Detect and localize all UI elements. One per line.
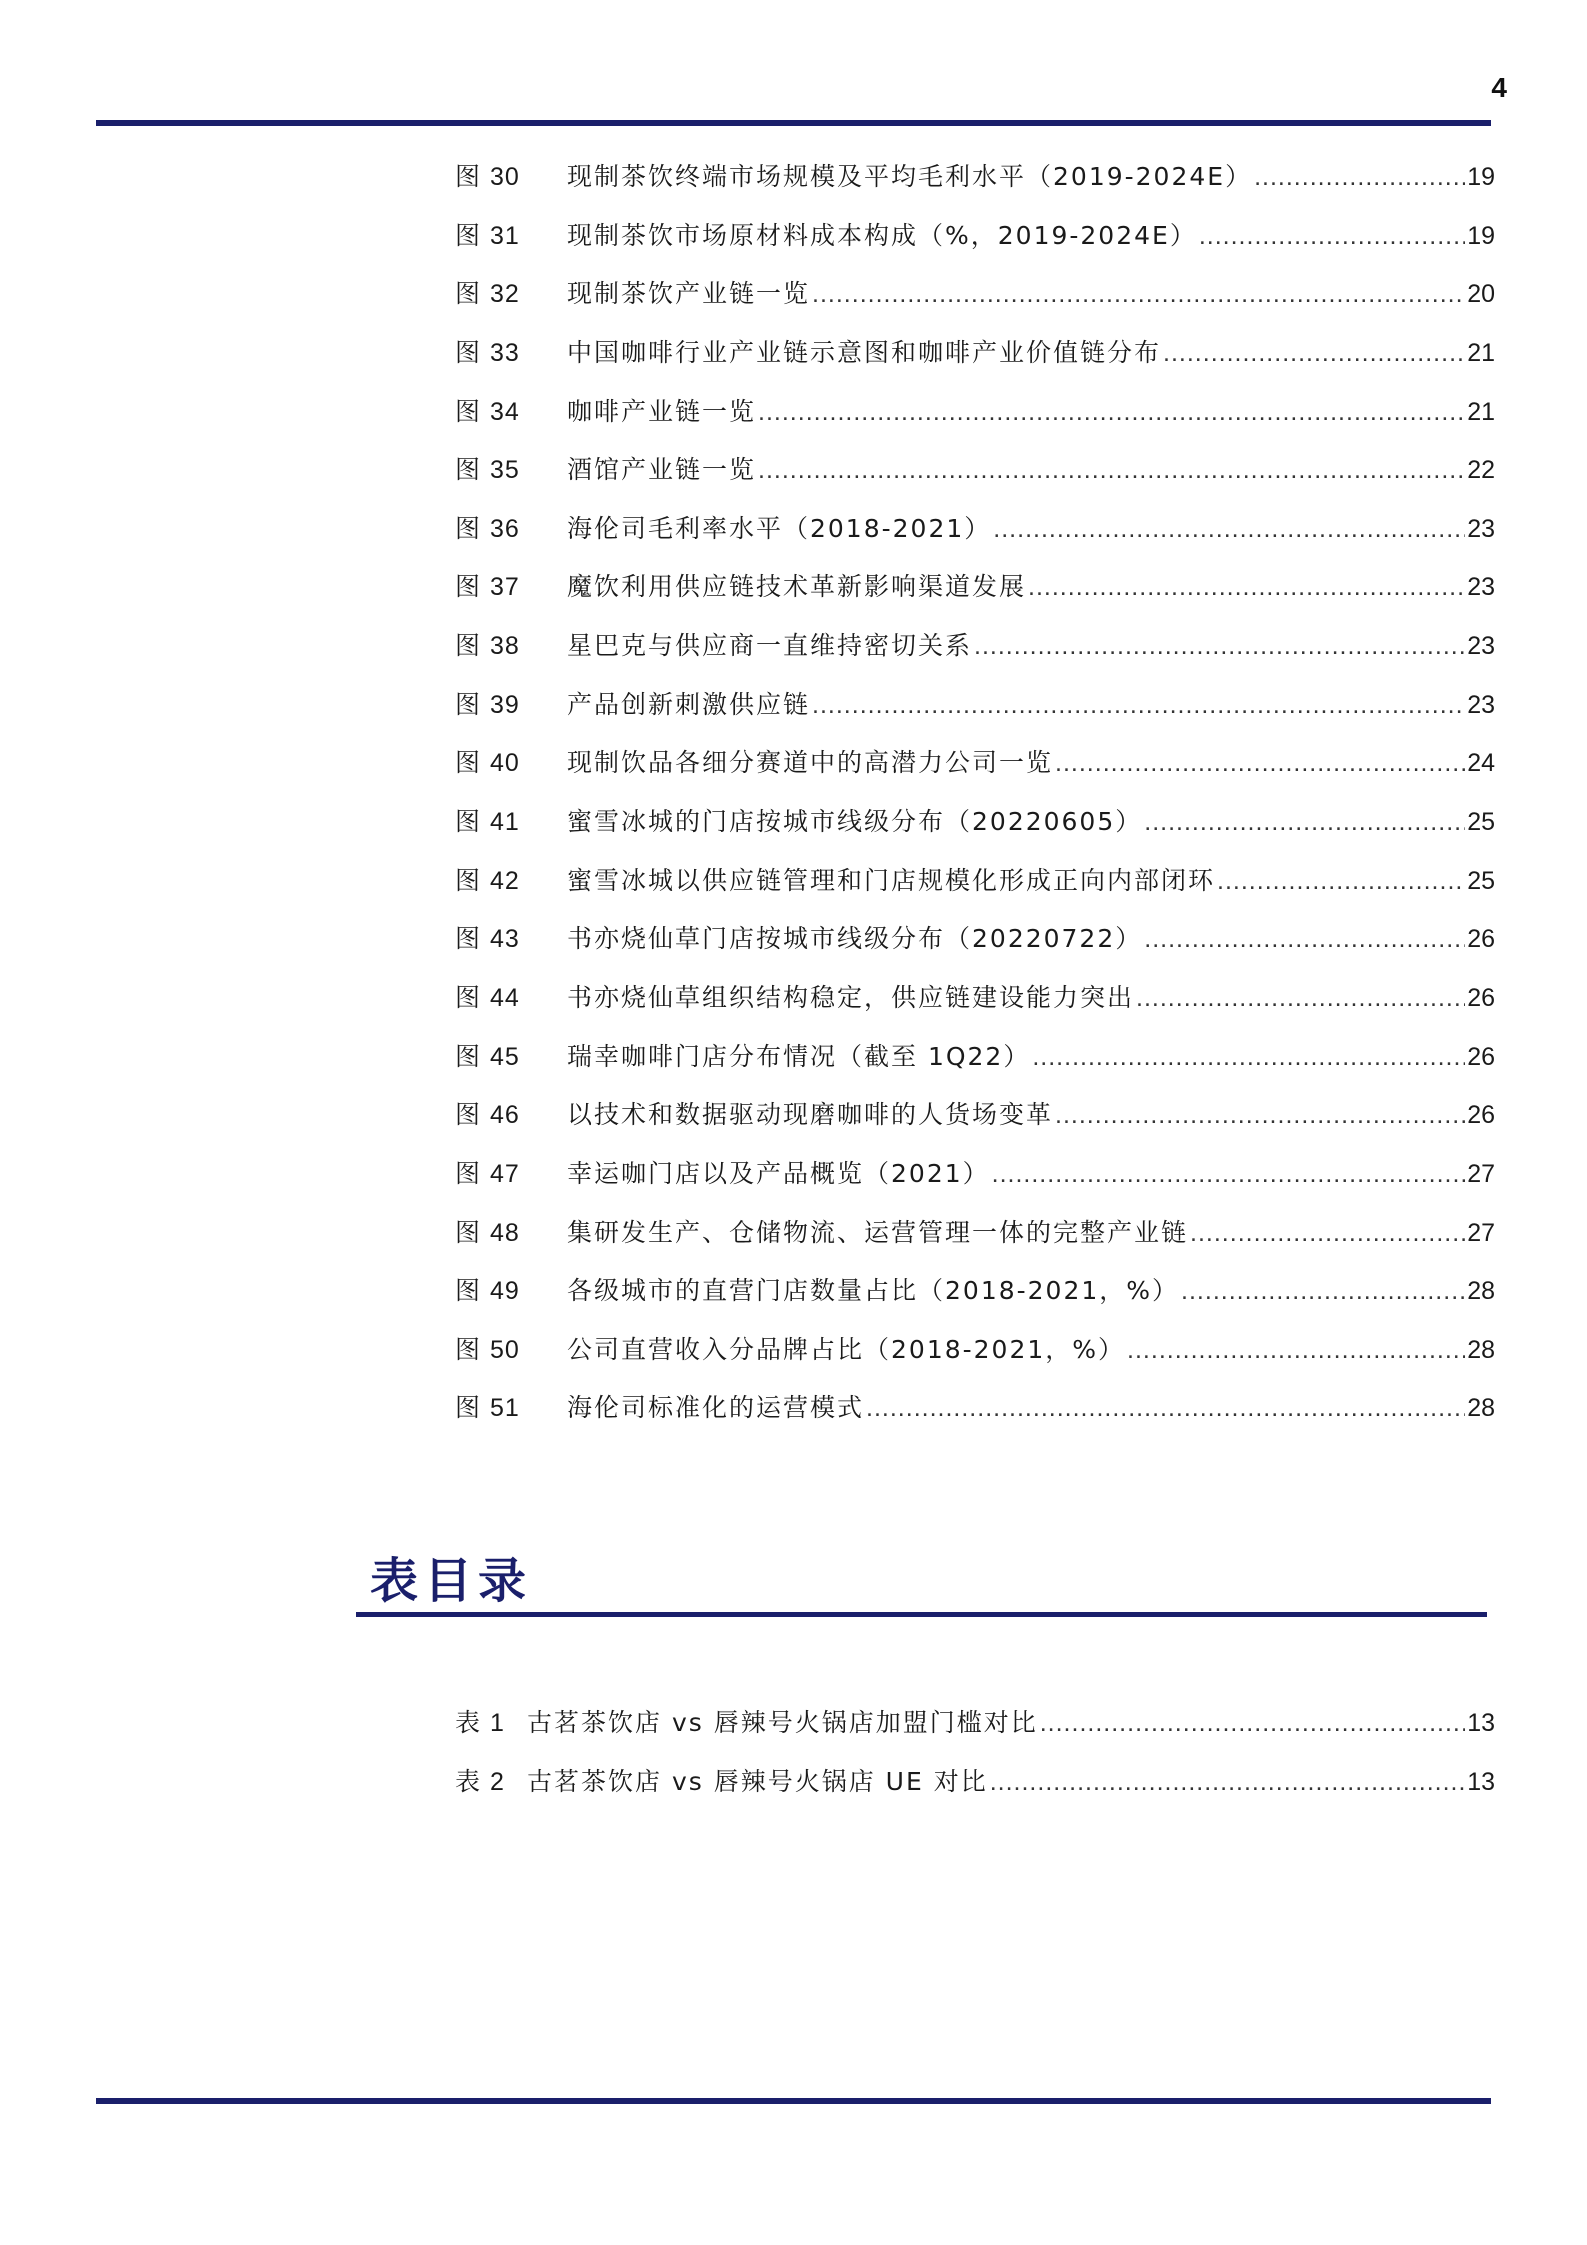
toc-entry[interactable] xyxy=(455,1086,1495,1145)
toc-entry[interactable] xyxy=(455,265,1495,324)
entry-page: 23 xyxy=(1467,690,1495,719)
entry-title: 现制茶饮终端市场规模及平均毛利水平（2019-2024E） xyxy=(567,162,1253,191)
toc-entry[interactable] xyxy=(455,969,1495,1028)
entry-page: 28 xyxy=(1467,1335,1495,1364)
entry-title: 蜜雪冰城以供应链管理和门店规模化形成正向内部闭环 xyxy=(567,865,1216,895)
entry-number: 36 xyxy=(489,514,520,543)
toc-entry[interactable] xyxy=(455,558,1495,617)
toc-entry[interactable] xyxy=(455,1379,1495,1438)
entry-prefix: 表 xyxy=(455,1708,482,1737)
leader-dots xyxy=(812,676,1465,735)
entry-label xyxy=(455,148,567,207)
entry-label xyxy=(455,1086,567,1145)
toc-entry[interactable] xyxy=(455,617,1495,676)
entry-prefix: 图 xyxy=(455,924,482,954)
leader-dots xyxy=(1163,324,1465,383)
entry-label xyxy=(455,1379,567,1438)
entry-prefix: 图 xyxy=(455,220,482,250)
entry-page: 25 xyxy=(1467,866,1495,895)
entry-title: 现制茶饮市场原材料成本构成（%，2019-2024E） xyxy=(567,220,1197,250)
entry-title: 星巴克与供应商一直维持密切关系 xyxy=(567,631,973,661)
entry-page: 27 xyxy=(1467,1218,1495,1247)
leader-dots xyxy=(1181,1262,1465,1321)
entry-prefix: 图 xyxy=(455,1276,482,1306)
entry-label xyxy=(455,500,567,559)
entry-prefix: 图 xyxy=(455,1334,482,1364)
entry-page: 25 xyxy=(1467,808,1495,837)
toc-entry[interactable] xyxy=(455,793,1495,852)
entry-number: 51 xyxy=(489,1394,520,1423)
entry-number: 37 xyxy=(489,573,520,602)
entry-page: 26 xyxy=(1467,925,1495,954)
entry-page: 20 xyxy=(1467,280,1495,309)
entry-label xyxy=(455,324,567,383)
toc-entry[interactable] xyxy=(455,734,1495,793)
entry-prefix: 图 xyxy=(455,455,482,485)
entry-number: 45 xyxy=(489,1042,520,1071)
entry-label xyxy=(455,441,567,500)
entry-title: 咖啡产业链一览 xyxy=(567,396,757,426)
entry-title: 蜜雪冰城的门店按城市线级分布（20220605） xyxy=(567,807,1143,837)
entry-label xyxy=(455,910,567,969)
tables-toc xyxy=(455,1694,1495,1811)
entry-title: 古茗茶饮店 vs 唇辣号火锅店 UE 对比 xyxy=(527,1766,988,1796)
toc-entry[interactable] xyxy=(455,1262,1495,1321)
entry-title: 瑞幸咖啡门店分布情况（截至 1Q22） xyxy=(567,1041,1031,1071)
entry-label xyxy=(455,265,567,324)
entry-page: 26 xyxy=(1467,1101,1495,1130)
toc-entry[interactable] xyxy=(455,676,1495,735)
entry-page: 21 xyxy=(1467,338,1495,367)
leader-dots xyxy=(1254,148,1465,207)
leader-dots xyxy=(1190,1204,1465,1263)
entry-prefix: 图 xyxy=(455,337,482,367)
leader-dots xyxy=(758,383,1465,442)
entry-prefix: 图 xyxy=(455,1217,482,1247)
leader-dots xyxy=(1127,1321,1465,1380)
leader-dots xyxy=(1055,1086,1465,1145)
footer-rule xyxy=(96,2098,1491,2104)
toc-entry[interactable] xyxy=(455,500,1495,559)
entry-number: 2 xyxy=(489,1767,505,1796)
entry-label xyxy=(455,383,567,442)
leader-dots xyxy=(1217,852,1465,911)
entry-page: 19 xyxy=(1467,221,1495,250)
entry-label xyxy=(455,1145,567,1204)
entry-prefix: 图 xyxy=(455,572,482,602)
entry-title: 各级城市的直营门店数量占比（2018-2021，%） xyxy=(567,1276,1180,1306)
toc-entry[interactable] xyxy=(455,148,1495,207)
entry-number: 33 xyxy=(489,338,520,367)
entry-number: 40 xyxy=(489,749,520,778)
entry-label xyxy=(455,734,567,793)
entry-title: 现制茶饮产业链一览 xyxy=(567,279,811,309)
entry-number: 46 xyxy=(489,1101,520,1130)
entry-number: 49 xyxy=(489,1277,520,1306)
entry-title: 现制饮品各细分赛道中的高潜力公司一览 xyxy=(567,748,1054,778)
entry-prefix: 图 xyxy=(455,748,482,778)
toc-entry[interactable] xyxy=(455,1028,1495,1087)
page-number: 4 xyxy=(1491,72,1507,103)
tables-section-title: 表目录 xyxy=(370,1553,533,1609)
entry-label xyxy=(455,793,567,852)
entry-page: 22 xyxy=(1467,456,1495,485)
entry-prefix: 图 xyxy=(455,631,482,661)
leader-dots xyxy=(990,1753,1465,1812)
leader-dots xyxy=(1136,969,1465,1028)
entry-label xyxy=(455,617,567,676)
entry-number: 30 xyxy=(489,163,520,191)
entry-prefix: 图 xyxy=(455,396,482,426)
toc-entry[interactable] xyxy=(455,207,1495,266)
entry-page: 21 xyxy=(1467,397,1495,426)
entry-number: 42 xyxy=(489,866,520,895)
leader-dots xyxy=(1199,207,1465,266)
entry-number: 48 xyxy=(489,1218,520,1247)
header-rule xyxy=(96,120,1491,126)
toc-entry[interactable] xyxy=(455,324,1495,383)
entry-number: 38 xyxy=(489,632,520,661)
entry-page: 13 xyxy=(1467,1767,1495,1796)
entry-number: 35 xyxy=(489,456,520,485)
entry-title: 公司直营收入分品牌占比（2018-2021，%） xyxy=(567,1334,1126,1364)
entry-title: 古茗茶饮店 vs 唇辣号火锅店加盟门槛对比 xyxy=(527,1708,1038,1737)
entry-title: 书亦烧仙草门店按城市线级分布（20220722） xyxy=(567,924,1143,954)
entry-page: 27 xyxy=(1467,1159,1495,1188)
entry-page: 26 xyxy=(1467,1042,1495,1071)
toc-entry[interactable] xyxy=(455,441,1495,500)
entry-page: 19 xyxy=(1467,163,1495,191)
entry-prefix: 图 xyxy=(455,162,482,191)
entry-prefix: 表 xyxy=(455,1766,482,1796)
entry-page: 28 xyxy=(1467,1394,1495,1423)
toc-entry[interactable] xyxy=(455,852,1495,911)
entry-label xyxy=(455,207,567,266)
entry-number: 44 xyxy=(489,983,520,1012)
entry-title: 酒馆产业链一览 xyxy=(567,455,757,485)
entry-number: 1 xyxy=(489,1709,505,1737)
toc-entry[interactable] xyxy=(455,383,1495,442)
entry-page: 13 xyxy=(1467,1709,1495,1737)
entry-title: 产品创新刺激供应链 xyxy=(567,689,811,719)
toc-entry[interactable] xyxy=(455,1145,1495,1204)
entry-prefix: 图 xyxy=(455,1393,482,1423)
entry-page: 23 xyxy=(1467,514,1495,543)
entry-label xyxy=(455,1753,527,1812)
entry-page: 26 xyxy=(1467,983,1495,1012)
entry-page: 23 xyxy=(1467,573,1495,602)
entry-prefix: 图 xyxy=(455,1158,482,1188)
entry-page: 24 xyxy=(1467,749,1495,778)
section-title-rule xyxy=(356,1612,1487,1617)
entry-prefix: 图 xyxy=(455,689,482,719)
leader-dots xyxy=(993,500,1465,559)
entry-label xyxy=(455,1694,527,1753)
toc-entry[interactable] xyxy=(455,1753,1495,1812)
entry-number: 47 xyxy=(489,1159,520,1188)
entry-number: 50 xyxy=(489,1335,520,1364)
leader-dots xyxy=(1144,910,1465,969)
figures-toc xyxy=(455,148,1495,1438)
entry-title: 以技术和数据驱动现磨咖啡的人货场变革 xyxy=(567,1100,1054,1130)
entry-number: 39 xyxy=(489,690,520,719)
leader-dots xyxy=(1040,1694,1465,1753)
leader-dots xyxy=(974,617,1465,676)
entry-label xyxy=(455,1262,567,1321)
entry-number: 32 xyxy=(489,280,520,309)
entry-page: 23 xyxy=(1467,632,1495,661)
entry-number: 43 xyxy=(489,925,520,954)
entry-label xyxy=(455,969,567,1028)
entry-prefix: 图 xyxy=(455,279,482,309)
entry-title: 幸运咖门店以及产品概览（2021） xyxy=(567,1158,990,1188)
entry-prefix: 图 xyxy=(455,513,482,543)
toc-entry[interactable] xyxy=(455,1204,1495,1263)
entry-label xyxy=(455,852,567,911)
toc-entry[interactable] xyxy=(455,1694,1495,1753)
leader-dots xyxy=(758,441,1465,500)
entry-label xyxy=(455,558,567,617)
entry-title: 集研发生产、仓储物流、运营管理一体的完整产业链 xyxy=(567,1217,1189,1247)
entry-title: 海伦司毛利率水平（2018-2021） xyxy=(567,513,992,543)
entry-prefix: 图 xyxy=(455,1041,482,1071)
toc-entry[interactable] xyxy=(455,1321,1495,1380)
entry-label xyxy=(455,1321,567,1380)
entry-label xyxy=(455,1028,567,1087)
leader-dots xyxy=(992,1145,1466,1204)
entry-label xyxy=(455,676,567,735)
entry-number: 31 xyxy=(489,221,520,250)
entry-number: 41 xyxy=(489,808,520,837)
entry-title: 书亦烧仙草组织结构稳定，供应链建设能力突出 xyxy=(567,982,1135,1012)
entry-prefix: 图 xyxy=(455,982,482,1012)
entry-label xyxy=(455,1204,567,1263)
leader-dots xyxy=(1144,793,1465,852)
entry-title: 海伦司标准化的运营模式 xyxy=(567,1393,865,1423)
leader-dots xyxy=(1055,734,1465,793)
leader-dots xyxy=(866,1379,1465,1438)
entry-page: 28 xyxy=(1467,1277,1495,1306)
leader-dots xyxy=(812,265,1465,324)
entry-prefix: 图 xyxy=(455,1100,482,1130)
entry-title: 中国咖啡行业产业链示意图和咖啡产业价值链分布 xyxy=(567,337,1162,367)
entry-number: 34 xyxy=(489,397,520,426)
entry-title: 魔饮利用供应链技术革新影响渠道发展 xyxy=(567,572,1027,602)
entry-prefix: 图 xyxy=(455,865,482,895)
entry-prefix: 图 xyxy=(455,807,482,837)
leader-dots xyxy=(1028,558,1465,617)
toc-entry[interactable] xyxy=(455,910,1495,969)
leader-dots xyxy=(1032,1028,1465,1087)
